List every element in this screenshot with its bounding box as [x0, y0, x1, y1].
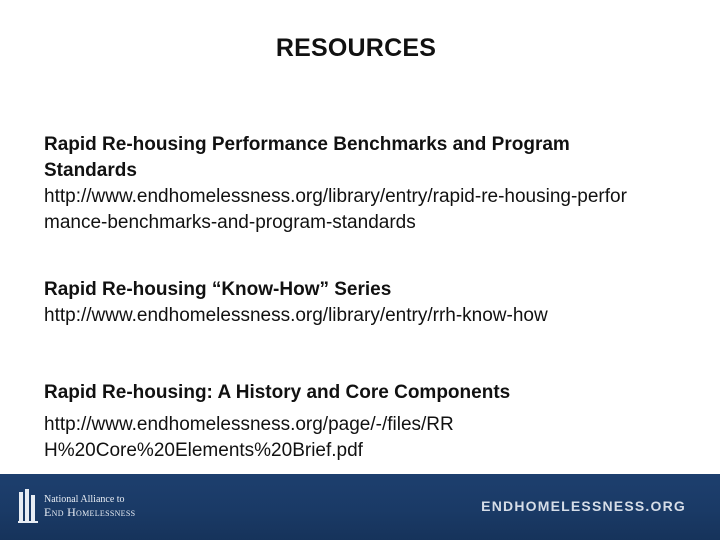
resource-title: Rapid Re-housing: A History and Core Components	[44, 382, 511, 403]
resource-item	[44, 277, 684, 329]
resource-link[interactable]: http://www.endhomelessness.org/library/entry/rapid-re-housing-performance-benchmarks-and-program-standards	[44, 186, 627, 233]
logo-text	[44, 493, 135, 519]
organization-logo	[18, 488, 135, 524]
resource-title: Rapid Re-housing “Know-How” Series	[44, 279, 392, 300]
resource-item	[44, 132, 684, 236]
resource-link[interactable]: http://www.endhomelessness.org/page/-/files/RRH%20Core%20Elements%20Brief.pdf	[44, 414, 454, 461]
footer-bar	[0, 474, 720, 540]
slide-title: RESOURCES	[275, 34, 437, 62]
building-columns-icon	[18, 488, 40, 524]
resource-title: Rapid Re-housing Performance Benchmarks and Program Standards	[44, 134, 570, 181]
logo-line-1: National Alliance to	[44, 494, 125, 505]
resource-item	[44, 380, 684, 464]
logo-line-2: End Homelessness	[44, 505, 136, 519]
footer-site-label: ENDHOMELESSNESS.ORG	[481, 498, 686, 514]
resource-link[interactable]: http://www.endhomelessness.org/library/entry/rrh-know-how	[44, 305, 548, 326]
